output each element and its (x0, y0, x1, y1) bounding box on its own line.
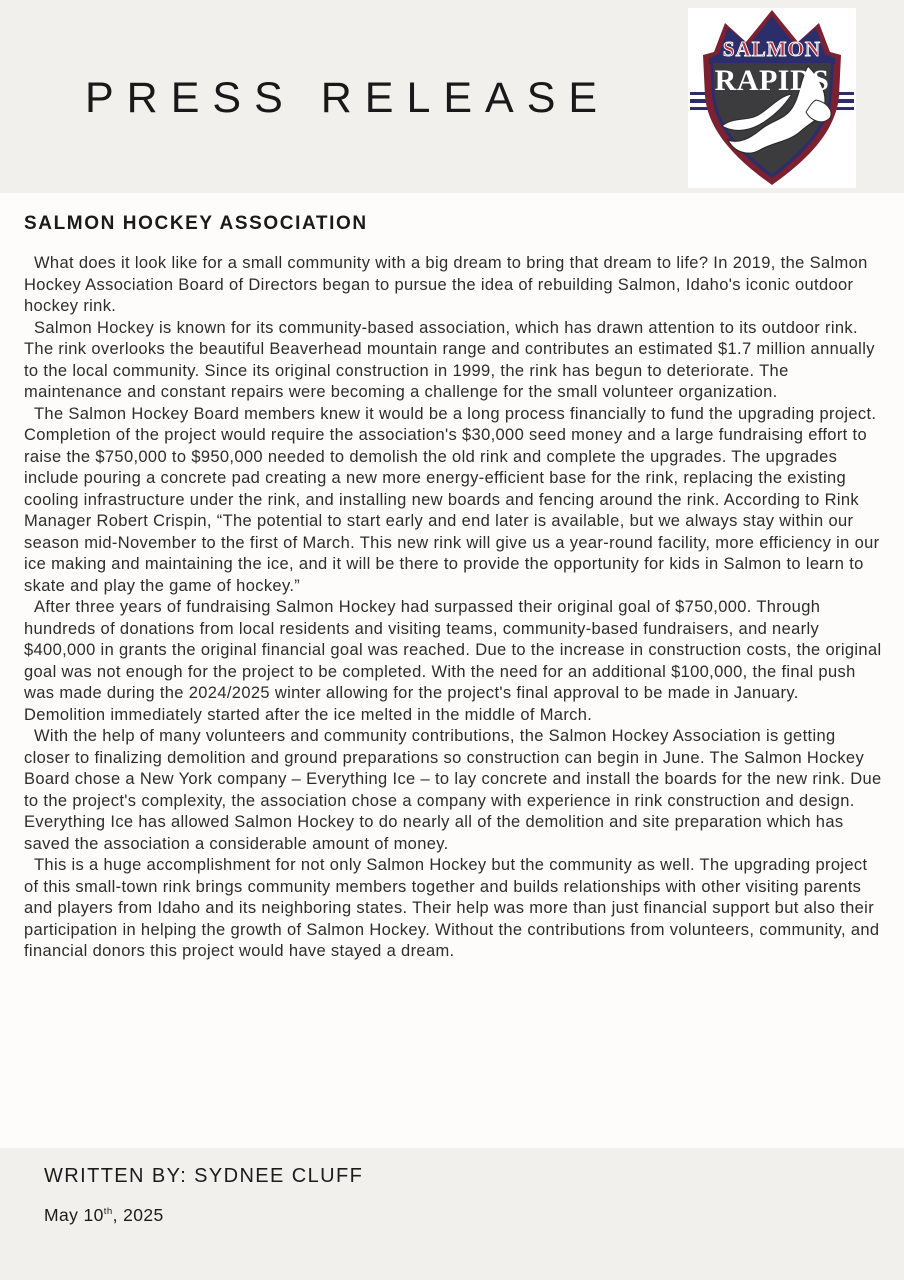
article-paragraphs (24, 253, 882, 963)
article-body (0, 193, 904, 1148)
date-suffix: , 2025 (112, 1205, 164, 1225)
page-title: PRESS RELEASE (85, 74, 611, 122)
date-ordinal-superscript: th (103, 1206, 113, 1218)
paragraph-1: What does it look like for a small community with a big dream to bring that dream to life? In 2019, the Salmon Hockey Association Board of Directors began to pursue the idea of rebuilding Salmon, Idaho's iconic outdoor hockey rink. (24, 254, 868, 315)
article-heading: SALMON HOCKEY ASSOCIATION (24, 213, 368, 234)
date-line (44, 1205, 904, 1226)
salmon-rapids-logo (688, 8, 856, 188)
footer-band (0, 1148, 904, 1280)
svg-text:SALMON: SALMON (722, 37, 822, 61)
salmon-rapids-logo-icon (688, 8, 856, 188)
paragraph-2: Salmon Hockey is known for its community-based association, which has drawn attention to its outdoor rink. The rink overlooks the beautiful Beaverhead mountain range and contributes an estimated $1.7 million annually to the local community. Since its original construction in 1999, the rink has begun to deteriorate. The maintenance and constant repairs were becoming a challenge for the small volunteer organization. (24, 318, 875, 401)
date-prefix: May 10 (44, 1205, 104, 1225)
paragraph-5: With the help of many volunteers and community contributions, the Salmon Hockey Association is getting closer to finalizing demolition and ground preparations so construction can begin in June. The Salmon Hockey Board chose a New York company – Everything Ice – to lay concrete and install the boards for the new rink. Due to the project's complexity, the association chose a company with experience in rink construction and design. Everything Ice has allowed Salmon Hockey to do nearly all of the demolition and site preparation which has saved the association a considerable amount of money. (24, 727, 882, 853)
written-by-line: WRITTEN BY: SYDNEE CLUFF (44, 1165, 364, 1187)
paragraph-4: After three years of fundraising Salmon Hockey had surpassed their original goal of $750,000. Through hundreds of donations from local residents and visiting teams, community-based fundraisers, and nearly $400,000 in grants the original financial goal was reached. Due to the increase in construction costs, the original goal was not enough for the project to be completed. With the need for an additional $100,000, the final push was made during the 2024/2025 winter allowing for the project's final approval to be made in January. Demolition immediately started after the ice melted in the middle of March. (24, 598, 882, 724)
paragraph-6: This is a huge accomplishment for not only Salmon Hockey but the community as well. The upgrading project of this small-town rink brings community members together and builds relationships with other visiting parents and players from Idaho and its neighboring states. Their help was more than just financial support but also their participation in helping the growth of Salmon Hockey. Without the contributions from volunteers, community, and financial donors this project would have stayed a dream. (24, 856, 880, 960)
header-band (0, 0, 904, 193)
paragraph-3: The Salmon Hockey Board members knew it would be a long process financially to fund the upgrading project. Completion of the project would require the association's $30,000 seed money and a large fundraising effort to raise the $750,000 to $950,000 needed to demolish the old rink and complete the upgrades. The upgrades include pouring a concrete pad creating a new more energy-efficient base for the rink, replacing the existing cooling infrastructure under the rink, and installing new boards and fencing around the rink. According to Rink Manager Robert Crispin, “The potential to start early and end later is available, but we always stay within our season mid-November to the first of March. This new rink will give us a year-round facility, more efficiency in our ice making and maintaining the ice, and it will be there to provide the opportunity for kids in Salmon to learn to skate and play the game of hockey.” (24, 404, 880, 595)
svg-text:RAPIDS: RAPIDS (714, 64, 830, 97)
